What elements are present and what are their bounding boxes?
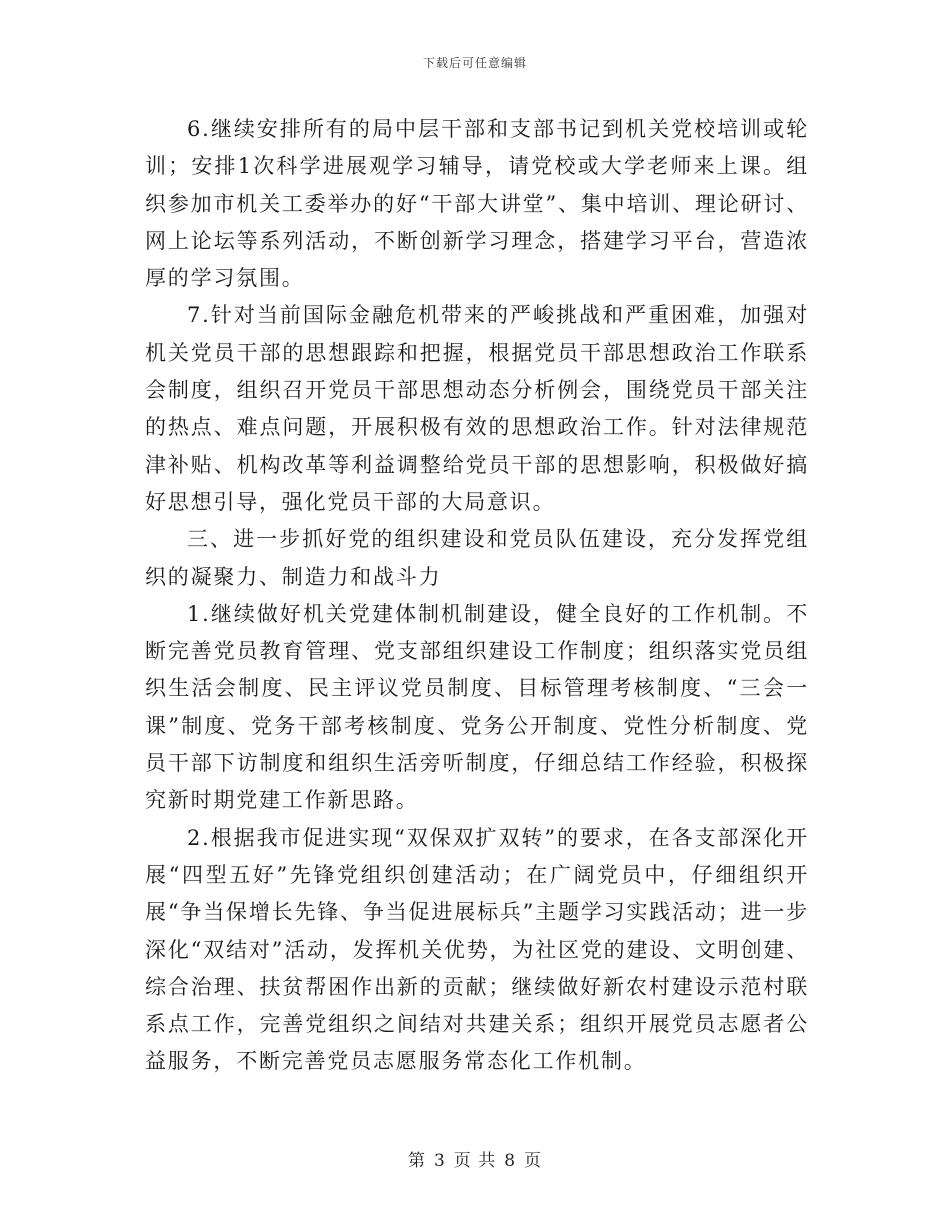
document-body xyxy=(145,111,809,1081)
footer-prefix: 第 xyxy=(407,1151,426,1171)
paragraph-item-1: 1.继续做好机关党建体制机制建设，健全良好的工作机制。不断完善党员教育管理、党支部组织建设工作制度；组织落实党员组织生活会制度、民主评议党员制度、目标管理考核制度、“三会一课”制度、党务干部考核制度、党务公开制度、党性分析制度、党员干部下访制度和组织生活旁听制度，仔细总结工作经验，积极探究新时期党建工作新思路。 xyxy=(145,601,809,813)
paragraph-item-6: 6.继续安排所有的局中层干部和支部书记到机关党校培训或轮训；安排1次科学进展观学习辅导，请党校或大学老师来上课。组织参加市机关工委举办的好“干部大讲堂”、集中培训、理论研讨、网上论坛等系列活动，不断创新学习理念，搭建学习平台，营造浓厚的学习氛围。 xyxy=(145,117,809,291)
paragraph-item-2: 2.根据我市促进实现“双保双扩双转”的要求，在各支部深化开展“四型五好”先锋党组织创建活动；在广阔党员中，仔细组织开展“争当保增长先锋、争当促进展标兵”主题学习实践活动；进一步深化“双结对”活动，发挥机关优势，为社区党的建设、文明创建、综合治理、扶贫帮困作出新的贡献；继续做好新农村建设示范村联系点工作，完善党组织之间结对共建关系；组织开展党员志愿者公益服务，不断完善党员志愿服务常态化工作机制。 xyxy=(145,825,809,1074)
page-number: 3 xyxy=(433,1151,446,1171)
page-header: 下载后可任意编辑 xyxy=(422,56,527,70)
footer-suffix: 页 xyxy=(524,1151,543,1171)
paragraph-item-7: 7.针对当前国际金融危机带来的严峻挑战和严重困难，加强对机关党员干部的思想跟踪和把握，根据党员干部思想政治工作联系会制度，组织召开党员干部思想动态分析例会，围绕党员干部关注的热点、难点问题，开展积极有效的思想政治工作。针对法律规范津补贴、机构改革等利益调整给党员干部的思想影响，积极做好搞好思想引导，强化党员干部的大局意识。 xyxy=(145,303,809,514)
section-heading-3: 三、进一步抓好党的组织建设和党员队伍建设，充分发挥党组织的凝聚力、制造力和战斗力 xyxy=(145,527,809,589)
total-pages: 8 xyxy=(504,1151,517,1171)
page-footer xyxy=(0,1146,950,1171)
footer-middle: 页 共 xyxy=(453,1151,497,1171)
